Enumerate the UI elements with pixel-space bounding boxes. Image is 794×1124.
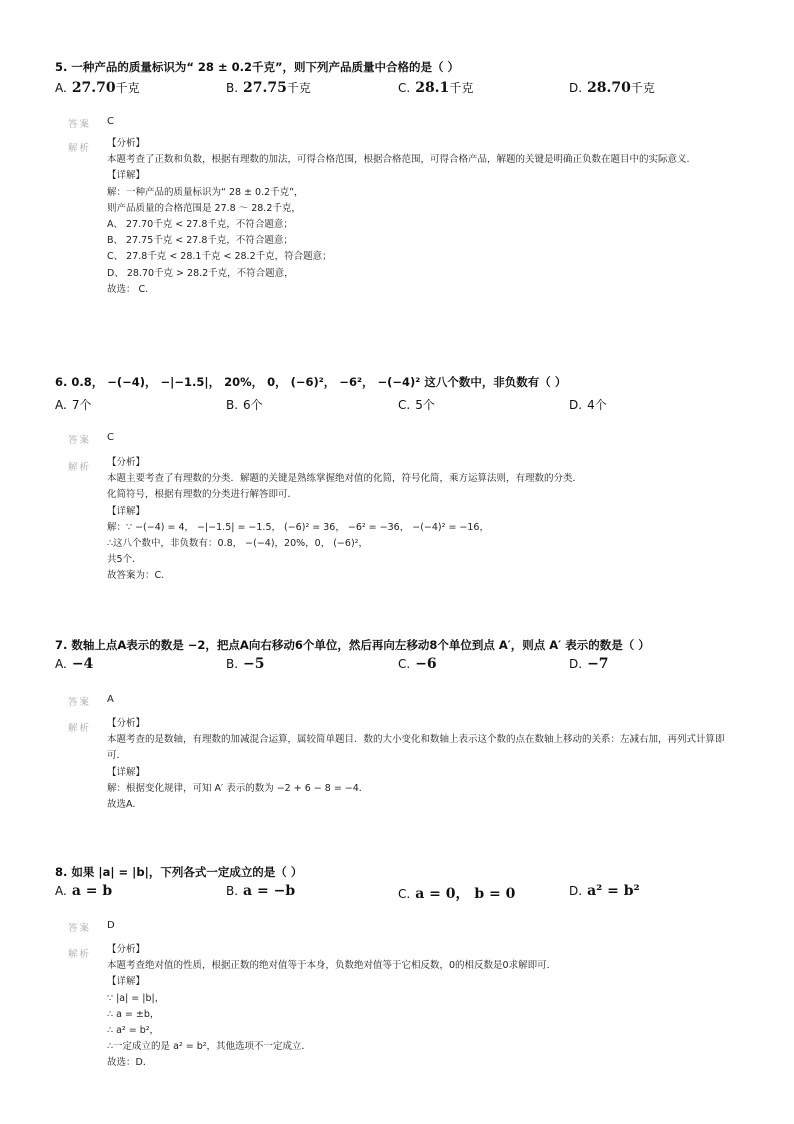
- answer-value: C: [107, 116, 114, 127]
- analysis-label: 解析: [68, 462, 92, 473]
- question-stem: 5. 一种产品的质量标识为“ 28 ± 0.2千克”，则下列产品质量中合格的是（ ）: [55, 60, 460, 74]
- option-a: A. 27.70千克: [55, 80, 140, 96]
- answer-value: A: [107, 694, 114, 705]
- option-d: D. −7: [569, 656, 609, 672]
- options-row: [55, 79, 755, 97]
- question-stem: 6. 0.8， −(−4)， −|−1.5|， 20%， 0， (−6)²， −6²， −(−4)² 这八个数中，非负数有（ ）: [55, 375, 567, 389]
- option-a: A. a = b: [55, 883, 113, 899]
- analysis-label: 解析: [68, 143, 92, 154]
- option-c: C. 28.1千克: [398, 80, 474, 96]
- answer-value: D: [107, 920, 115, 931]
- analysis-body: 【分析】 本题考查的是数轴，有理数的加减混合运算，属较简单题目．数的大小变化和数轴上表示这个数的点在数轴上移动的关系：左减右加，再列式计算即可． 【详解】 解：根据变化规律，可知 A′ 表示的数为 −2 + 6 − 8 = −4． 故选A．: [107, 718, 725, 811]
- option-b: B. a = −b: [226, 883, 296, 899]
- analysis-label: 解析: [68, 949, 92, 960]
- question-stem: 8. 如果 |a| = |b|，下列各式一定成立的是（ ）: [55, 865, 303, 879]
- answer-label: 答案: [68, 923, 92, 934]
- question-stem: 7. 数轴上点A表示的数是 −2，把点A向右移动6个单位，然后再向左移动8个单位到点 A′，则点 A′ 表示的数是（ ）: [55, 638, 650, 652]
- options-row: [55, 883, 755, 901]
- option-b: B. 6个: [226, 398, 263, 412]
- analysis-body: 【分析】 本题考查绝对值的性质，根据正数的绝对值等于本身，负数绝对值等于它相反数，0的相反数是0求解即可． 【详解】 ∵ |a| = |b|， ∴ a = ±b， ∴ a² = b²， ∴一定成立的是 a² = b²，其他选项不一定成立． 故选：D．: [107, 944, 557, 1069]
- option-b: B. 27.75千克: [226, 80, 311, 96]
- option-a: A. −4: [55, 656, 94, 672]
- option-a: A. 7个: [55, 398, 92, 412]
- options-row: [55, 396, 755, 414]
- option-d: D. 28.70千克: [569, 80, 655, 96]
- option-c: C. a = 0， b = 0: [398, 886, 516, 902]
- option-c: C. −6: [398, 656, 437, 672]
- answer-label: 答案: [68, 435, 92, 446]
- option-b: B. −5: [226, 656, 265, 672]
- answer-label: 答案: [68, 697, 92, 708]
- option-d: D. 4个: [569, 398, 607, 412]
- analysis-label: 解析: [68, 723, 92, 734]
- option-c: C. 5个: [398, 398, 435, 412]
- analysis-body: 【分析】 本题考查了正数和负数，根据有理数的加法，可得合格范围，根据合格范围，可得合格产品，解题的关键是明确正负数在题目中的实际意义. 【详解】 解：一种产品的质量标识为“ 28 ± 0.2千克”， 则产品质量的合格范围是 27.8 ～ 28.2千克， A、 27.70千克 < 27.8千克，不符合题意； B、 27.75千克 < 27.8千克，不符合题意； C、 27.8千克 < 28.1千克 < 28.2千克，符合题意； D、 28.70千克 > 28.2千克，不符合题意， 故选： C.: [107, 138, 690, 295]
- analysis-body: 【分析】 本题主要考查了有理数的分类．解题的关键是熟练掌握绝对值的化简，符号化简，乘方运算法则，有理数的分类． 化简符号，根据有理数的分类进行解答即可． 【详解】 解：∵ −(−4) = 4， −|−1.5| = −1.5， (−6)² = 36， −6² = −36， −(−4)² = −16， ∴这八个数中，非负数有：0.8， −(−4)，20%，0， (−6)²， 共5个． 故答案为：C.: [107, 457, 583, 582]
- options-row: [55, 656, 755, 674]
- option-d: D. a² = b²: [569, 883, 640, 899]
- answer-label: 答案: [68, 119, 92, 130]
- answer-value: C: [107, 432, 114, 443]
